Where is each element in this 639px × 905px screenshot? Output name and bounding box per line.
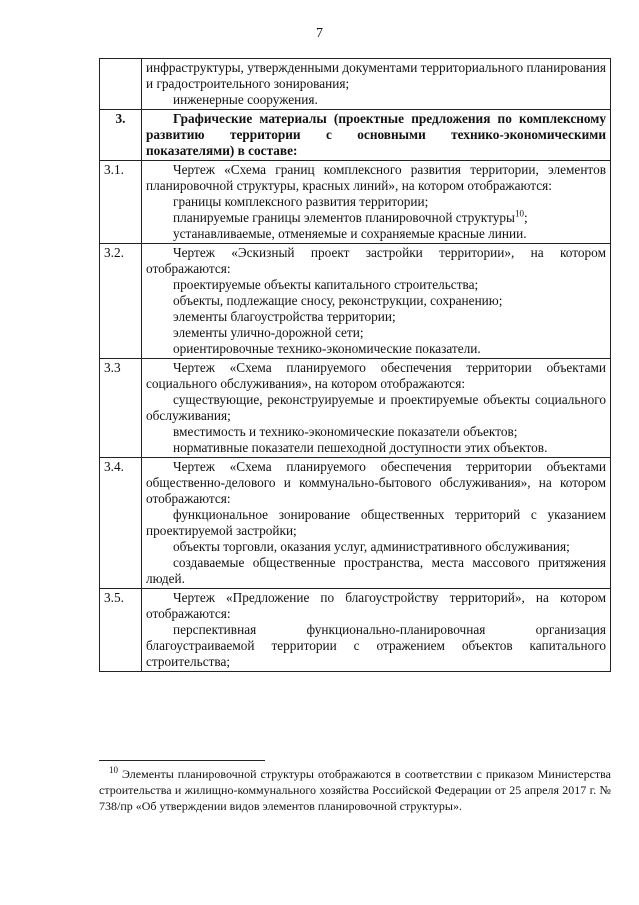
list-item: планируемые границы элементов планировочной структуры$^{10}$;: [173, 208, 528, 225]
list-item: проектируемые объекты капитального строительства;: [173, 277, 479, 292]
row-intro: Чертеж «Схема границ комплексного развития территории, элементов планировочной структуры, красных линий», на котором отображаются:: [146, 162, 606, 193]
footnote-divider: [99, 760, 265, 761]
footnote: [99, 766, 611, 814]
row-content-cell: [142, 359, 611, 458]
footnote-text: Элементы планировочной структуры отображаются в соответствии с приказом Министерства строительства и жилищно-коммунального хозяйства Российской Федерации от 25 апреля 2017 г. № 738/пр «Об утверждении видов элементов планировочной структуры».: [99, 767, 611, 813]
row-content-cell: [142, 244, 611, 359]
table-row-3-5: [100, 589, 611, 672]
footnote-mark: 10: [109, 765, 118, 775]
list-item: нормативные показатели пешеходной доступности этих объектов.: [173, 440, 548, 455]
row-content-cell: [142, 458, 611, 589]
row-intro: Чертеж «Эскизный проект застройки территории», на котором отображаются:: [146, 245, 606, 276]
table-row-3-1: [100, 161, 611, 244]
table-row-3-2: [100, 244, 611, 359]
row-content-cell: [142, 161, 611, 244]
row-number: 3.4.: [100, 458, 142, 589]
row-number: 3.3: [100, 359, 142, 458]
row-intro: Чертеж «Предложение по благоустройству территорий», на котором отображаются:: [146, 590, 606, 621]
section-number: 3.: [100, 110, 142, 161]
list-item: границы комплексного развития территории;: [173, 194, 429, 209]
row-content-cell: [142, 59, 611, 110]
list-item: элементы улично-дорожной сети;: [173, 325, 364, 340]
table-row-section-3: [100, 110, 611, 161]
list-item: функциональное зонирование общественных территорий с указанием проектируемой застройки;: [146, 507, 606, 538]
page-number: 7: [316, 26, 323, 41]
row-number-cell: [100, 59, 142, 110]
continued-text: инфраструктуры, утвержденными документами территориального планирования и градостроительного зонирования;: [146, 60, 606, 91]
list-item: объекты, подлежащие сносу, реконструкции, сохранению;: [173, 293, 503, 308]
list-item: перспективная функционально-планировочная организация благоустраиваемой территории с отражением объектов капитального строительства;: [146, 622, 606, 669]
list-item: вместимость и технико-экономические показатели объектов;: [173, 424, 518, 439]
row-content-cell: [142, 589, 611, 672]
row-number: 3.2.: [100, 244, 142, 359]
row-number: 3.1.: [100, 161, 142, 244]
footnote-reference[interactable]: 10: [514, 208, 524, 219]
list-item: инженерные сооружения.: [173, 92, 318, 107]
list-item-text: планируемые границы элементов планировочной структуры: [173, 210, 515, 225]
list-item: элементы благоустройства территории;: [173, 309, 396, 324]
section-heading-cell: [142, 110, 611, 161]
table-row-3-4: [100, 458, 611, 589]
requirements-table: [99, 58, 611, 672]
table-row-continued: [100, 59, 611, 110]
list-item: ориентировочные технико-экономические показатели.: [173, 341, 481, 356]
list-item: объекты торговли, оказания услуг, административного обслуживания;: [173, 539, 570, 554]
list-item: устанавливаемые, отменяемые и сохраняемые красные линии.: [173, 226, 527, 241]
row-intro: Чертеж «Схема планируемого обеспечения территории объектами социального обслуживания», на котором отображаются:: [146, 360, 606, 391]
row-intro: Чертеж «Схема планируемого обеспечения территории объектами общественно-делового и коммунально-бытового обслуживания», на котором отображаются:: [146, 459, 606, 506]
section-heading: Графические материалы (проектные предложения по комплексному развитию территории с основными технико-экономическими показателями) в составе:: [146, 111, 606, 158]
list-item: создаваемые общественные пространства, места массового притяжения людей.: [146, 555, 606, 586]
row-number: 3.5.: [100, 589, 142, 672]
list-item: существующие, реконструируемые и проектируемые объекты социального обслуживания;: [146, 392, 606, 423]
table-row-3-3: [100, 359, 611, 458]
